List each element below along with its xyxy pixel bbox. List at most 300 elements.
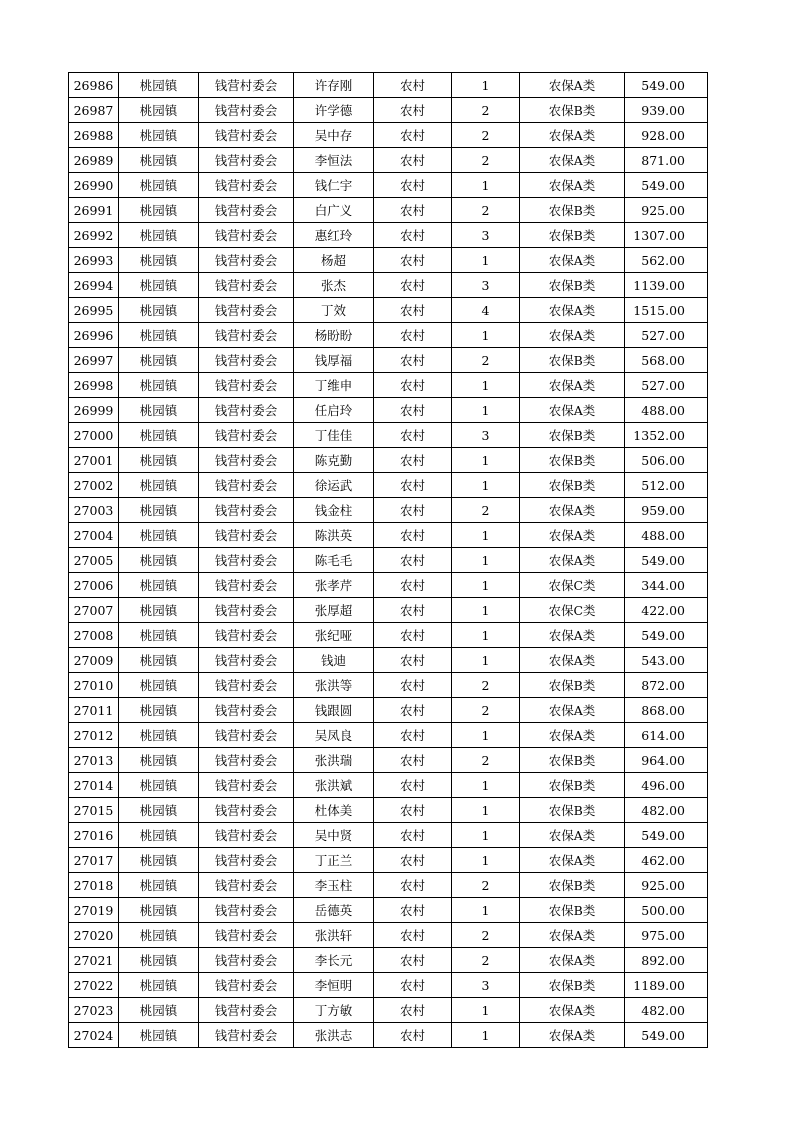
household-size-cell: 2 [452, 98, 520, 123]
household-type-cell: 农村 [374, 498, 452, 523]
person-name-cell: 岳德英 [294, 898, 374, 923]
person-name-cell: 吴凤良 [294, 723, 374, 748]
person-name-cell: 李玉柱 [294, 873, 374, 898]
record-id-cell: 27003 [69, 498, 119, 523]
village-committee-cell: 钱营村委会 [199, 923, 294, 948]
person-name-cell: 张杰 [294, 273, 374, 298]
household-size-cell: 1 [452, 998, 520, 1023]
amount-cell: 506.00 [625, 448, 708, 473]
record-id-cell: 27018 [69, 873, 119, 898]
town-cell: 桃园镇 [119, 998, 199, 1023]
insurance-category-cell: 农保A类 [520, 648, 625, 673]
insurance-category-cell: 农保C类 [520, 598, 625, 623]
household-size-cell: 1 [452, 173, 520, 198]
record-id-cell: 27019 [69, 898, 119, 923]
person-name-cell: 陈毛毛 [294, 548, 374, 573]
record-id-cell: 26997 [69, 348, 119, 373]
household-size-cell: 2 [452, 198, 520, 223]
person-name-cell: 张厚超 [294, 598, 374, 623]
insurance-category-cell: 农保A类 [520, 148, 625, 173]
amount-cell: 568.00 [625, 348, 708, 373]
town-cell: 桃园镇 [119, 723, 199, 748]
amount-cell: 462.00 [625, 848, 708, 873]
record-id-cell: 27021 [69, 948, 119, 973]
household-type-cell: 农村 [374, 773, 452, 798]
household-type-cell: 农村 [374, 698, 452, 723]
village-committee-cell: 钱营村委会 [199, 173, 294, 198]
household-type-cell: 农村 [374, 73, 452, 98]
household-size-cell: 1 [452, 548, 520, 573]
table-row [69, 323, 708, 348]
amount-cell: 527.00 [625, 323, 708, 348]
record-id-cell: 26995 [69, 298, 119, 323]
person-name-cell: 钱迪 [294, 648, 374, 673]
household-type-cell: 农村 [374, 398, 452, 423]
household-size-cell: 1 [452, 373, 520, 398]
village-committee-cell: 钱营村委会 [199, 1023, 294, 1048]
person-name-cell: 惠红玲 [294, 223, 374, 248]
amount-cell: 549.00 [625, 1023, 708, 1048]
household-size-cell: 2 [452, 748, 520, 773]
village-committee-cell: 钱营村委会 [199, 648, 294, 673]
amount-cell: 344.00 [625, 573, 708, 598]
household-type-cell: 农村 [374, 973, 452, 998]
amount-cell: 549.00 [625, 823, 708, 848]
household-type-cell: 农村 [374, 198, 452, 223]
table-row [69, 248, 708, 273]
household-size-cell: 2 [452, 498, 520, 523]
table-row [69, 773, 708, 798]
person-name-cell: 李恒明 [294, 973, 374, 998]
town-cell: 桃园镇 [119, 598, 199, 623]
table-row [69, 973, 708, 998]
town-cell: 桃园镇 [119, 673, 199, 698]
person-name-cell: 徐运武 [294, 473, 374, 498]
village-committee-cell: 钱营村委会 [199, 548, 294, 573]
town-cell: 桃园镇 [119, 398, 199, 423]
village-committee-cell: 钱营村委会 [199, 148, 294, 173]
person-name-cell: 陈洪英 [294, 523, 374, 548]
household-size-cell: 2 [452, 948, 520, 973]
insurance-category-cell: 农保C类 [520, 573, 625, 598]
insurance-category-cell: 农保A类 [520, 723, 625, 748]
household-type-cell: 农村 [374, 123, 452, 148]
household-type-cell: 农村 [374, 673, 452, 698]
record-id-cell: 27022 [69, 973, 119, 998]
village-committee-cell: 钱营村委会 [199, 348, 294, 373]
town-cell: 桃园镇 [119, 198, 199, 223]
town-cell: 桃园镇 [119, 823, 199, 848]
record-id-cell: 27011 [69, 698, 119, 723]
table-row [69, 73, 708, 98]
record-id-cell: 27013 [69, 748, 119, 773]
table-body [69, 73, 708, 1048]
insurance-category-cell: 农保A类 [520, 548, 625, 573]
town-cell: 桃园镇 [119, 298, 199, 323]
household-type-cell: 农村 [374, 148, 452, 173]
household-size-cell: 1 [452, 523, 520, 548]
table-row [69, 998, 708, 1023]
insurance-category-cell: 农保B类 [520, 273, 625, 298]
town-cell: 桃园镇 [119, 773, 199, 798]
amount-cell: 925.00 [625, 198, 708, 223]
record-id-cell: 27012 [69, 723, 119, 748]
amount-cell: 422.00 [625, 598, 708, 623]
household-size-cell: 1 [452, 573, 520, 598]
household-type-cell: 农村 [374, 473, 452, 498]
village-committee-cell: 钱营村委会 [199, 998, 294, 1023]
person-name-cell: 吴中贤 [294, 823, 374, 848]
table-row [69, 723, 708, 748]
person-name-cell: 许存刚 [294, 73, 374, 98]
person-name-cell: 杨盼盼 [294, 323, 374, 348]
person-name-cell: 张纪哑 [294, 623, 374, 648]
household-type-cell: 农村 [374, 923, 452, 948]
amount-cell: 939.00 [625, 98, 708, 123]
village-committee-cell: 钱营村委会 [199, 498, 294, 523]
household-type-cell: 农村 [374, 623, 452, 648]
town-cell: 桃园镇 [119, 98, 199, 123]
amount-cell: 872.00 [625, 673, 708, 698]
household-type-cell: 农村 [374, 648, 452, 673]
household-type-cell: 农村 [374, 223, 452, 248]
insurance-category-cell: 农保B类 [520, 448, 625, 473]
insurance-category-cell: 农保A类 [520, 323, 625, 348]
table-row [69, 673, 708, 698]
household-size-cell: 1 [452, 848, 520, 873]
amount-cell: 1515.00 [625, 298, 708, 323]
town-cell: 桃园镇 [119, 948, 199, 973]
amount-cell: 549.00 [625, 548, 708, 573]
household-size-cell: 1 [452, 598, 520, 623]
person-name-cell: 钱厚福 [294, 348, 374, 373]
amount-cell: 928.00 [625, 123, 708, 148]
record-id-cell: 27004 [69, 523, 119, 548]
person-name-cell: 丁方敏 [294, 998, 374, 1023]
person-name-cell: 张洪志 [294, 1023, 374, 1048]
table-row [69, 548, 708, 573]
household-type-cell: 农村 [374, 373, 452, 398]
allowance-table [68, 72, 708, 1048]
amount-cell: 543.00 [625, 648, 708, 673]
village-committee-cell: 钱营村委会 [199, 273, 294, 298]
person-name-cell: 陈克勤 [294, 448, 374, 473]
record-id-cell: 26994 [69, 273, 119, 298]
town-cell: 桃园镇 [119, 148, 199, 173]
amount-cell: 549.00 [625, 73, 708, 98]
town-cell: 桃园镇 [119, 248, 199, 273]
household-type-cell: 农村 [374, 323, 452, 348]
village-committee-cell: 钱营村委会 [199, 623, 294, 648]
household-size-cell: 1 [452, 73, 520, 98]
household-size-cell: 3 [452, 423, 520, 448]
village-committee-cell: 钱营村委会 [199, 123, 294, 148]
town-cell: 桃园镇 [119, 698, 199, 723]
table-row [69, 848, 708, 873]
household-size-cell: 1 [452, 473, 520, 498]
household-size-cell: 2 [452, 123, 520, 148]
household-size-cell: 1 [452, 898, 520, 923]
village-committee-cell: 钱营村委会 [199, 773, 294, 798]
person-name-cell: 杜体美 [294, 798, 374, 823]
amount-cell: 562.00 [625, 248, 708, 273]
record-id-cell: 26992 [69, 223, 119, 248]
table-row [69, 798, 708, 823]
household-type-cell: 农村 [374, 823, 452, 848]
table-row [69, 273, 708, 298]
household-type-cell: 农村 [374, 523, 452, 548]
household-size-cell: 2 [452, 348, 520, 373]
table-row [69, 298, 708, 323]
village-committee-cell: 钱营村委会 [199, 448, 294, 473]
insurance-category-cell: 农保A类 [520, 1023, 625, 1048]
person-name-cell: 张洪瑞 [294, 748, 374, 773]
household-type-cell: 农村 [374, 448, 452, 473]
table-row [69, 573, 708, 598]
person-name-cell: 杨超 [294, 248, 374, 273]
table-row [69, 748, 708, 773]
household-size-cell: 1 [452, 398, 520, 423]
town-cell: 桃园镇 [119, 123, 199, 148]
town-cell: 桃园镇 [119, 173, 199, 198]
table-row [69, 398, 708, 423]
town-cell: 桃园镇 [119, 873, 199, 898]
household-size-cell: 3 [452, 223, 520, 248]
amount-cell: 512.00 [625, 473, 708, 498]
household-type-cell: 农村 [374, 998, 452, 1023]
town-cell: 桃园镇 [119, 623, 199, 648]
person-name-cell: 张洪斌 [294, 773, 374, 798]
village-committee-cell: 钱营村委会 [199, 523, 294, 548]
insurance-category-cell: 农保B类 [520, 98, 625, 123]
amount-cell: 1189.00 [625, 973, 708, 998]
village-committee-cell: 钱营村委会 [199, 698, 294, 723]
town-cell: 桃园镇 [119, 223, 199, 248]
record-id-cell: 27001 [69, 448, 119, 473]
household-size-cell: 1 [452, 773, 520, 798]
amount-cell: 482.00 [625, 798, 708, 823]
household-type-cell: 农村 [374, 248, 452, 273]
town-cell: 桃园镇 [119, 1023, 199, 1048]
household-size-cell: 1 [452, 648, 520, 673]
insurance-category-cell: 农保A类 [520, 298, 625, 323]
village-committee-cell: 钱营村委会 [199, 373, 294, 398]
village-committee-cell: 钱营村委会 [199, 598, 294, 623]
record-id-cell: 27007 [69, 598, 119, 623]
household-size-cell: 2 [452, 673, 520, 698]
record-id-cell: 27005 [69, 548, 119, 573]
town-cell: 桃园镇 [119, 73, 199, 98]
insurance-category-cell: 农保B类 [520, 223, 625, 248]
person-name-cell: 钱仁宇 [294, 173, 374, 198]
village-committee-cell: 钱营村委会 [199, 298, 294, 323]
household-size-cell: 1 [452, 1023, 520, 1048]
household-type-cell: 农村 [374, 723, 452, 748]
record-id-cell: 27002 [69, 473, 119, 498]
amount-cell: 975.00 [625, 923, 708, 948]
household-size-cell: 1 [452, 623, 520, 648]
table-row [69, 498, 708, 523]
insurance-category-cell: 农保B类 [520, 798, 625, 823]
town-cell: 桃园镇 [119, 423, 199, 448]
record-id-cell: 26989 [69, 148, 119, 173]
town-cell: 桃园镇 [119, 798, 199, 823]
table-row [69, 148, 708, 173]
household-type-cell: 农村 [374, 298, 452, 323]
town-cell: 桃园镇 [119, 923, 199, 948]
record-id-cell: 27024 [69, 1023, 119, 1048]
record-id-cell: 26999 [69, 398, 119, 423]
household-type-cell: 农村 [374, 348, 452, 373]
village-committee-cell: 钱营村委会 [199, 848, 294, 873]
person-name-cell: 丁维申 [294, 373, 374, 398]
table-row [69, 523, 708, 548]
town-cell: 桃园镇 [119, 648, 199, 673]
household-size-cell: 1 [452, 448, 520, 473]
person-name-cell: 丁佳佳 [294, 423, 374, 448]
insurance-category-cell: 农保B类 [520, 423, 625, 448]
table-row [69, 98, 708, 123]
table-row [69, 173, 708, 198]
insurance-category-cell: 农保A类 [520, 998, 625, 1023]
household-type-cell: 农村 [374, 1023, 452, 1048]
insurance-category-cell: 农保B类 [520, 898, 625, 923]
amount-cell: 549.00 [625, 173, 708, 198]
record-id-cell: 26990 [69, 173, 119, 198]
household-type-cell: 农村 [374, 873, 452, 898]
village-committee-cell: 钱营村委会 [199, 198, 294, 223]
table-row [69, 898, 708, 923]
person-name-cell: 吴中存 [294, 123, 374, 148]
insurance-category-cell: 农保B类 [520, 773, 625, 798]
table-row [69, 448, 708, 473]
household-size-cell: 3 [452, 973, 520, 998]
village-committee-cell: 钱营村委会 [199, 573, 294, 598]
village-committee-cell: 钱营村委会 [199, 473, 294, 498]
household-type-cell: 农村 [374, 948, 452, 973]
insurance-category-cell: 农保A类 [520, 923, 625, 948]
village-committee-cell: 钱营村委会 [199, 673, 294, 698]
amount-cell: 871.00 [625, 148, 708, 173]
insurance-category-cell: 农保A类 [520, 623, 625, 648]
amount-cell: 496.00 [625, 773, 708, 798]
person-name-cell: 张洪等 [294, 673, 374, 698]
town-cell: 桃园镇 [119, 973, 199, 998]
household-type-cell: 农村 [374, 848, 452, 873]
town-cell: 桃园镇 [119, 373, 199, 398]
household-size-cell: 2 [452, 873, 520, 898]
person-name-cell: 任启玲 [294, 398, 374, 423]
amount-cell: 488.00 [625, 523, 708, 548]
record-id-cell: 27017 [69, 848, 119, 873]
insurance-category-cell: 农保B类 [520, 873, 625, 898]
record-id-cell: 26987 [69, 98, 119, 123]
amount-cell: 959.00 [625, 498, 708, 523]
insurance-category-cell: 农保B类 [520, 973, 625, 998]
record-id-cell: 27020 [69, 923, 119, 948]
person-name-cell: 钱跟圆 [294, 698, 374, 723]
person-name-cell: 钱金柱 [294, 498, 374, 523]
record-id-cell: 26996 [69, 323, 119, 348]
household-type-cell: 农村 [374, 98, 452, 123]
village-committee-cell: 钱营村委会 [199, 223, 294, 248]
record-id-cell: 26993 [69, 248, 119, 273]
village-committee-cell: 钱营村委会 [199, 898, 294, 923]
household-size-cell: 1 [452, 248, 520, 273]
person-name-cell: 李长元 [294, 948, 374, 973]
insurance-category-cell: 农保B类 [520, 473, 625, 498]
household-type-cell: 农村 [374, 573, 452, 598]
insurance-category-cell: 农保A类 [520, 948, 625, 973]
person-name-cell: 白广义 [294, 198, 374, 223]
insurance-category-cell: 农保A类 [520, 248, 625, 273]
person-name-cell: 张洪轩 [294, 923, 374, 948]
table-row [69, 223, 708, 248]
record-id-cell: 27014 [69, 773, 119, 798]
town-cell: 桃园镇 [119, 498, 199, 523]
amount-cell: 527.00 [625, 373, 708, 398]
town-cell: 桃园镇 [119, 748, 199, 773]
table-row [69, 123, 708, 148]
table-row [69, 948, 708, 973]
household-size-cell: 2 [452, 923, 520, 948]
insurance-category-cell: 农保A类 [520, 848, 625, 873]
household-type-cell: 农村 [374, 173, 452, 198]
insurance-category-cell: 农保B类 [520, 198, 625, 223]
village-committee-cell: 钱营村委会 [199, 973, 294, 998]
amount-cell: 868.00 [625, 698, 708, 723]
household-size-cell: 4 [452, 298, 520, 323]
village-committee-cell: 钱营村委会 [199, 73, 294, 98]
insurance-category-cell: 农保A类 [520, 373, 625, 398]
insurance-category-cell: 农保B类 [520, 348, 625, 373]
table-row [69, 473, 708, 498]
record-id-cell: 26998 [69, 373, 119, 398]
table-row [69, 348, 708, 373]
table-row [69, 698, 708, 723]
table-row [69, 598, 708, 623]
village-committee-cell: 钱营村委会 [199, 948, 294, 973]
household-type-cell: 农村 [374, 548, 452, 573]
household-size-cell: 1 [452, 798, 520, 823]
town-cell: 桃园镇 [119, 573, 199, 598]
village-committee-cell: 钱营村委会 [199, 398, 294, 423]
record-id-cell: 27006 [69, 573, 119, 598]
insurance-category-cell: 农保A类 [520, 398, 625, 423]
household-size-cell: 1 [452, 723, 520, 748]
record-id-cell: 27000 [69, 423, 119, 448]
record-id-cell: 27010 [69, 673, 119, 698]
town-cell: 桃园镇 [119, 898, 199, 923]
town-cell: 桃园镇 [119, 348, 199, 373]
record-id-cell: 26991 [69, 198, 119, 223]
town-cell: 桃园镇 [119, 548, 199, 573]
table-row [69, 1023, 708, 1048]
amount-cell: 1307.00 [625, 223, 708, 248]
household-size-cell: 2 [452, 698, 520, 723]
household-type-cell: 农村 [374, 273, 452, 298]
insurance-category-cell: 农保A类 [520, 73, 625, 98]
amount-cell: 1352.00 [625, 423, 708, 448]
village-committee-cell: 钱营村委会 [199, 248, 294, 273]
village-committee-cell: 钱营村委会 [199, 798, 294, 823]
village-committee-cell: 钱营村委会 [199, 423, 294, 448]
household-type-cell: 农村 [374, 423, 452, 448]
household-type-cell: 农村 [374, 898, 452, 923]
person-name-cell: 丁效 [294, 298, 374, 323]
person-name-cell: 张孝芹 [294, 573, 374, 598]
record-id-cell: 27015 [69, 798, 119, 823]
